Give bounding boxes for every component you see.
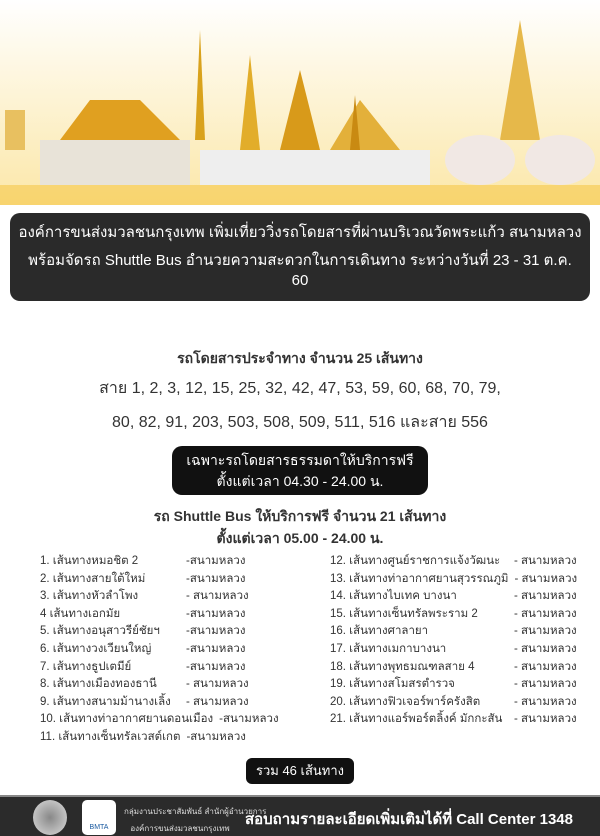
footer [0,795,600,836]
route-name: 2. เส้นทางสายใต้ใหม่ [40,572,146,585]
route-destination: - สนามหลวง [514,590,577,603]
route-name: 15. เส้นทางเซ็นทรัลพระราม 2 [330,607,478,620]
route-destination: - สนามหลวง [514,678,577,691]
route-destination: - สนามหลวง [514,572,578,585]
route-destination: -สนามหลวง [186,572,246,585]
route-destination: -สนามหลวง [186,555,246,567]
bmta-logo: BMTA [82,800,116,835]
route-item [330,659,577,677]
route-name: 19. เส้นทางสโมสรตำรวจ [330,678,455,691]
route-name: 6. เส้นทางวงเวียนใหญ่ [40,642,152,655]
grand-palace-illustration [0,0,600,205]
route-destination: - สนามหลวง [514,642,577,655]
route-item [40,588,279,606]
free-service-notice [172,446,428,495]
route-name: 21. เส้นทางแอร์พอร์ตลิ้งค์ มักกะสัน [330,713,503,726]
route-destination: - สนามหลวง [514,607,577,620]
route-name: 16. เส้นทางศาลายา [330,625,429,638]
shuttle-routes-left [40,553,279,747]
route-destination: -สนามหลวง [186,730,246,743]
route-name: 3. เส้นทางหัวลำโพง [40,590,139,603]
route-name: 1. เส้นทางหมอชิต 2 [40,555,139,567]
route-name: 5. เส้นทางอนุสาวรีย์ชัยฯ [40,625,160,638]
route-item [330,588,577,606]
route-destination: - สนามหลวง [186,678,249,691]
route-name: 4 เส้นทางเอกมัย [40,607,121,620]
route-item [330,606,577,624]
route-destination: - สนามหลวง [514,660,577,673]
route-name: 11. เส้นทางเซ็นทรัลเวสต์เกต [40,730,181,743]
route-item [330,711,577,729]
route-destination: - สนามหลวง [186,590,249,603]
route-name: 7. เส้นทางธูปเตมีย์ [40,660,132,673]
route-name: 14. เส้นทางไบเทค บางนา [330,590,457,603]
free-service-line-1: เฉพาะรถโดยสารธรรมดาให้บริการฟรี [186,452,414,468]
route-destination: -สนามหลวง [186,660,246,673]
route-name: 17. เส้นทางเมกาบางนา [330,642,447,655]
route-destination: -สนามหลวง [186,607,246,620]
route-item [40,694,279,712]
route-destination: - สนามหลวง [514,625,577,638]
route-name: 18. เส้นทางพุทธมณฑลสาย 4 [330,660,475,673]
total-routes-badge: รวม 46 เส้นทาง [246,758,354,784]
route-item [40,676,279,694]
route-name: 13. เส้นทางท่าอากาศยานสุวรรณภูมิ [330,572,509,585]
route-item [40,606,279,624]
route-destination: - สนามหลวง [514,695,577,708]
route-destination: - สนามหลวง [186,695,249,708]
route-name: 10. เส้นทางท่าอากาศยานดอนเมือง [40,713,214,726]
route-item [40,641,279,659]
regular-bus-lines-1: สาย 1, 2, 3, 12, 15, 25, 32, 42, 47, 53, 59, 60, 68, 70, 79, [99,380,501,397]
announcement-banner [10,213,590,301]
route-item [40,711,279,729]
banner-line-2: พร้อมจัดรถ Shuttle Bus อำนวยความสะดวกในการเดินทาง ระหว่างวันที่ 23 - 31 ต.ค. 60 [28,252,572,289]
route-item [40,623,279,641]
free-service-time: ตั้งแต่เวลา 04.30 - 24.00 น. [216,473,384,489]
shuttle-routes-right [330,553,577,729]
route-name: 20. เส้นทางฟิวเจอร์พาร์ครังสิต [330,695,481,708]
route-name: 9. เส้นทางสนามม้านางเลิ้ง [40,695,171,708]
route-destination: -สนามหลวง [219,713,279,726]
government-seal-logo [33,800,67,835]
route-item [330,676,577,694]
route-destination: - สนามหลวง [514,555,577,567]
regular-bus-lines-2: 80, 82, 91, 203, 503, 508, 509, 511, 516 และสาย 556 [112,414,488,431]
route-item [40,659,279,677]
route-item [40,571,279,589]
route-item [330,641,577,659]
route-item [330,623,577,641]
route-item [330,694,577,712]
route-item [330,553,577,571]
regular-bus-title: รถโดยสารประจำทาง จำนวน 25 เส้นทาง [177,350,423,366]
route-item [40,553,279,571]
route-name: 8. เส้นทางเมืองทองธานี [40,678,157,691]
route-destination: -สนามหลวง [186,642,246,655]
footer-org-line-2: องค์การขนส่งมวลชนกรุงเทพ [130,824,230,833]
route-destination: -สนามหลวง [186,625,246,638]
shuttle-title: รถ Shuttle Bus ให้บริการฟรี จำนวน 21 เส้นทาง [153,508,447,524]
route-name: 12. เส้นทางศูนย์ราชการแจ้งวัฒนะ [330,555,501,567]
route-destination: - สนามหลวง [514,713,577,726]
footer-org-line-1: กลุ่มงานประชาสัมพันธ์ สำนักผู้อำนวยการ [124,807,267,816]
banner-line-1: องค์การขนส่งมวลชนกรุงเทพ เพิ่มเที่ยววิ่งรถโดยสารที่ผ่านบริเวณวัดพระแก้ว สนามหลวง [18,224,582,241]
shuttle-time: ตั้งแต่เวลา 05.00 - 24.00 น. [216,530,384,546]
call-center-info: สอบถามรายละเอียดเพิ่มเติมได้ที่ Call Center 1348 [245,811,573,828]
route-item [40,729,279,747]
route-item [330,571,577,589]
